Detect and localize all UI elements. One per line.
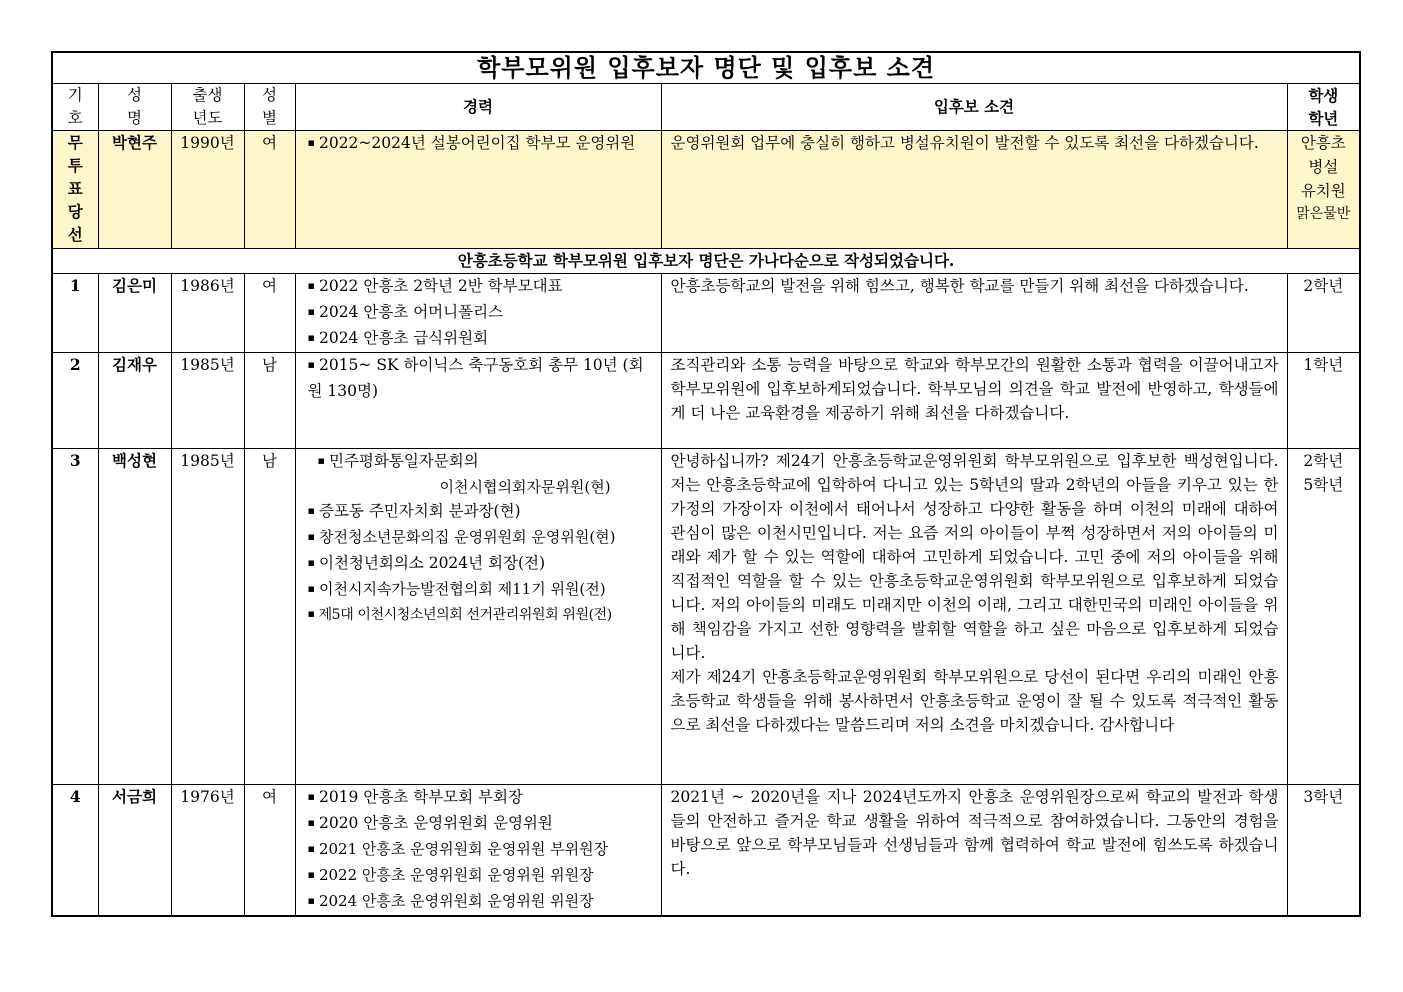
name-cell: 서금희	[98, 785, 171, 917]
bullet-icon: ▪	[307, 556, 315, 569]
gender-cell: 남	[244, 353, 295, 449]
bullet-icon: ▪	[307, 842, 315, 855]
bullet-icon: ▪	[307, 582, 315, 595]
career-cell: ▪ 2019 안흥초 학부모회 부회장 ▪ 2020 안흥초 운영위원회 운영위원 ▪ 2021 안흥초 운영위원회 운영위원 부위원장 ▪ 2022 안흥초 운영위원회 운영위원 위원장 ▪ 2024 안흥초 운영위원회 운영위원 위원장	[295, 785, 661, 917]
opinion-cell: 운영위원회 업무에 충실히 행하고 병설유치원이 발전할 수 있도록 최선을 다하겠습니다.	[661, 131, 1287, 249]
birth-year-cell: 1990년	[171, 131, 244, 249]
grade-cell: 안흥초 병설 유치원 맑은물반	[1287, 131, 1360, 249]
page-title: 학부모위원 입후보자 명단 및 입후보 소견	[52, 52, 1360, 84]
birth-year-cell: 1985년	[171, 353, 244, 449]
table-row-uncontested	[52, 131, 1360, 249]
notice-row	[52, 249, 1360, 274]
career-cell: ▪ 2022 안흥초 2학년 2반 학부모대표 ▪ 2024 안흥초 어머니폴리스 ▪ 2024 안흥초 급식위원회	[295, 274, 661, 353]
header-career: 경력	[295, 84, 661, 131]
grade-cell: 3학년	[1287, 785, 1360, 917]
gender-cell: 여	[244, 131, 295, 249]
notice-text: 안흥초등학교 학부모위원 입후보자 명단은 가나다순으로 작성되었습니다.	[52, 249, 1360, 274]
table-row	[52, 449, 1360, 785]
number-cell: 무 투 표 당 선	[52, 131, 98, 249]
birth-year-cell: 1985년	[171, 449, 244, 785]
opinion-cell: 조직관리와 소통 능력을 바탕으로 학교와 학부모간의 원활한 소통과 협력을 이끌어내고자 학부모위원에 입후보하게되었습니다. 학부모님의 의견을 학교 발전에 반영하고, 학생들에게 더 나은 교육환경을 제공하기 위해 최선을 다하겠습니다.	[661, 353, 1287, 449]
bullet-icon: ▪	[307, 894, 315, 907]
header-birth-year: 출생 년도	[171, 84, 244, 131]
bullet-icon: ▪	[307, 530, 315, 543]
bullet-icon: ▪	[307, 279, 315, 292]
grade-cell: 2학년	[1287, 274, 1360, 353]
header-grade: 학생 학년	[1287, 84, 1360, 131]
birth-year-cell: 1986년	[171, 274, 244, 353]
bullet-icon: ▪	[307, 305, 315, 318]
bullet-icon: ▪	[307, 790, 315, 803]
table-row	[52, 353, 1360, 449]
header-opinion: 입후보 소견	[661, 84, 1287, 131]
header-gender: 성 별	[244, 84, 295, 131]
bullet-icon: ▪	[307, 136, 315, 149]
name-cell: 백성현	[98, 449, 171, 785]
bullet-icon: ▪	[307, 607, 315, 620]
bullet-icon: ▪	[307, 504, 315, 517]
career-cell: ▪ 2022~2024년 설봉어린이집 학부모 운영위원	[295, 131, 661, 249]
bullet-icon: ▪	[307, 331, 315, 344]
career-cell: ▪ 2015~ SK 하이닉스 축구동호회 총무 10년 (회원 130명)	[295, 353, 661, 449]
name-cell: 박현주	[98, 131, 171, 249]
opinion-cell: 안녕하십니까? 제24기 안흥초등학교운영위원회 학부모위원으로 입후보한 백성현입니다. 저는 안흥초등학교에 입학하여 다니고 있는 5학년의 딸과 2학년의 아들을 키우고 있는 한 가정의 가장이자 이천에서 태어나서 성장하고 다양한 활동을 하며 이천의 미래에 대하여 관심이 많은 이천시민입니다. 저는 요즘 저의 아이들이 부쩍 성장하면서 저의 아이들의 미래와 제가 할 수 있는 역할에 대하여 고민하게 되었습니다. 고민 중에 저의 아이들을 위해 직접적인 역할을 할 수 있는 안흥초등학교운영위원회 학부모위원으로 입후보하게 되었습니다. 저의 아이들의 미래도 미래지만 이천의 이래, 그리고 대한민국의 미래인 아이들을 위해 책임감을 가지고 선한 영향력을 발휘할 역할을 하고 싶은 마음으로 입후보하게 되었습니다. 제가 제24기 안흥초등학교운영위원회 학부모위원으로 당선이 된다면 우리의 미래인 안흥초등학교 학생들을 위해 봉사하면서 안흥초등학교 운영이 잘 될 수 있도록 적극적인 활동으로 최선을 다하겠다는 말씀드리며 저의 소견을 마치겠습니다. 감사합니다	[661, 449, 1287, 785]
bullet-icon: ▪	[317, 454, 325, 467]
bullet-icon: ▪	[307, 868, 315, 881]
opinion-cell: 안흥초등학교의 발전을 위해 힘쓰고, 행복한 학교를 만들기 위해 최선을 다하겠습니다.	[661, 274, 1287, 353]
number-cell: 2	[52, 353, 98, 449]
number-cell: 4	[52, 785, 98, 917]
gender-cell: 남	[244, 449, 295, 785]
career-cell: ▪ 민주평화통일자문회의 이천시협의회자문위원(현) ▪ 증포동 주민자치회 분과장(현) ▪ 창전청소년문화의집 운영위원회 운영위원(현) ▪ 이천청년회의소 2024년 회장(전) ▪ 이천시지속가능발전협의회 제11기 위원(전) ▪ 제5대 이천시청소년의회 선거관리위원회 위원(전)	[295, 449, 661, 785]
bullet-icon: ▪	[307, 358, 315, 371]
header-name: 성 명	[98, 84, 171, 131]
birth-year-cell: 1976년	[171, 785, 244, 917]
table-header-row	[52, 84, 1360, 131]
number-cell: 1	[52, 274, 98, 353]
name-cell: 김재우	[98, 353, 171, 449]
name-cell: 김은미	[98, 274, 171, 353]
table-row	[52, 785, 1360, 917]
number-cell: 3	[52, 449, 98, 785]
grade-cell: 1학년	[1287, 353, 1360, 449]
candidate-sheet	[51, 51, 1359, 917]
grade-cell: 2학년 5학년	[1287, 449, 1360, 785]
gender-cell: 여	[244, 785, 295, 917]
bullet-icon: ▪	[307, 816, 315, 829]
table-row	[52, 274, 1360, 353]
gender-cell: 여	[244, 274, 295, 353]
candidate-table	[51, 51, 1361, 917]
opinion-cell: 2021년 ~ 2020년을 지나 2024년도까지 안흥초 운영위원장으로써 학교의 발전과 학생들의 안전하고 즐거운 학교 생활을 위하여 적극적으로 참여하였습니다. 그동안의 경험을 바탕으로 앞으로 학부모님들과 선생님들과 함께 협력하여 학교 발전에 힘쓰도록 하겠습니다.	[661, 785, 1287, 917]
header-number: 기 호	[52, 84, 98, 131]
